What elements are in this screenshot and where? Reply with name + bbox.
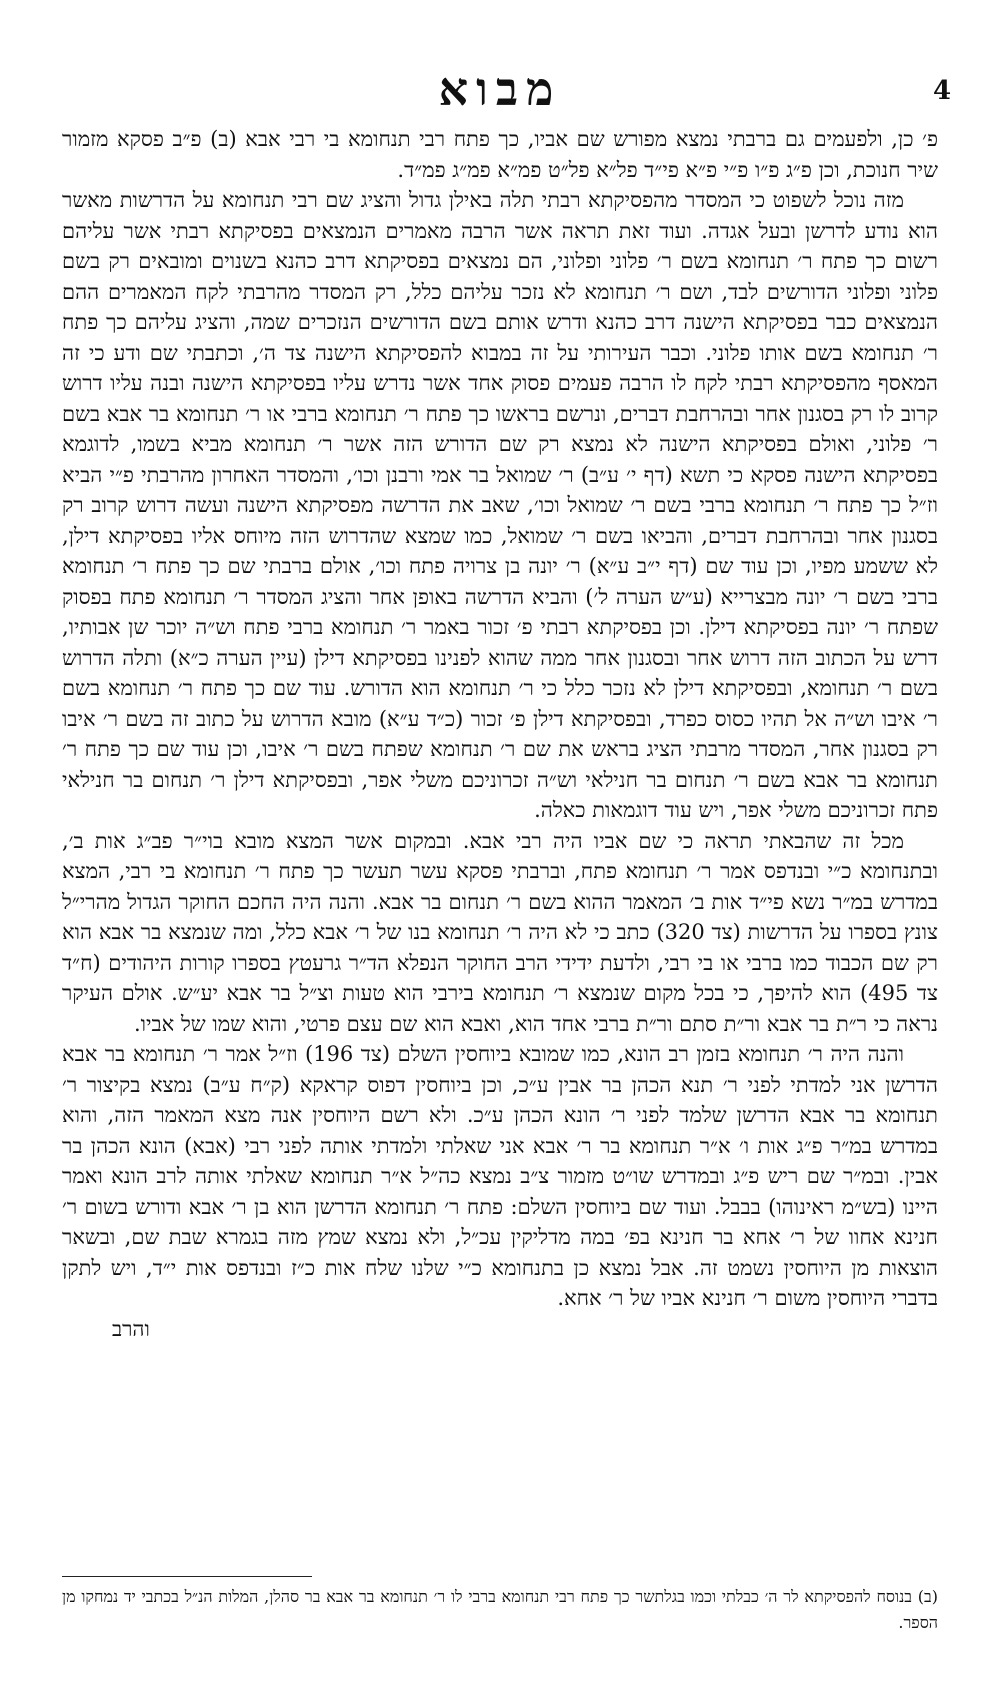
footnote-divider bbox=[62, 1576, 312, 1577]
paragraph-3: מכל זה שהבאתי תראה כי שם אביו היה רבי אבא. ובמקום אשר המצא מובא בוי״ר פב״ג אות ב׳, ובתנחומא כ״י ובנדפס אמר ר׳ תנחומא פתח, וברבתי פסקא עשר תעשר כך פתח ר׳ תנחומא בי רבי, המצא במדרש במ״ר נשא פי״ד אות ב׳ המאמר ההוא בשם ר׳ תנחום בר אבא. והנה היה החכם החוקר הגדול מהרי״ל צונץ בספרו על הדרשות (צד 320) כתב כי לא היה ר׳ תנחומא בנו של ר׳ אבא כלל, ומה שנמצא בר אבא הוא רק שם הכבוד כמו ברבי או בי רבי, ולדעת ידידי הרב החוקר הנפלא הד״ר גרעטץ בספרו קורות היהודים (ח״ד צד 495) הוא להיפך, כי בכל מקום שנמצא ר׳ תנחומא בירבי הוא טעות וצ״ל בר אבא יע״ש. אולם העיקר נראה כי ר״ת בר אבא ור״ת סתם ור״ת ברבי אחד הוא, ואבא הוא שם עצם פרטי, והוא שמו של אביו. bbox=[62, 828, 938, 1036]
catchword-row bbox=[62, 1314, 938, 1345]
body-text bbox=[62, 124, 938, 1344]
paragraph-4: והנה היה ר׳ תנחומא בזמן רב הונא, כמו שמובא ביוחסין השלם (צד 196) וז״ל אמר ר׳ תנחומא בר אבא הדרשן אני למדתי לפני ר׳ תנא הכהן בר אבין ע״כ, וכן ביוחסין דפוס קראקא (ק״ח ע״ב) נמצא בקיצור ר׳ תנחומא בר אבא הדרשן שלמד לפני ר׳ הונא הכהן ע״כ. ולא רשם היוחסין אנה מצא המאמר הזה, והוא במדרש במ״ר פ״ג אות ו׳ א״ר תנחומא בר ר׳ אבא אני שאלתי ולמדתי אותה לפני רבי (אבא) הונא הכהן בר אבין. ובמ״ר שם ריש פ״ג ובמדרש שו״ט מזמור צ״ב נמצא כה״ל א״ר תנחומא שאלתי אותה לרב הונא ואמר היינו (בש״מ ראינוהו) בבבל. ועוד שם ביוחסין השלם: פתח ר׳ תנחומא הדרשן הוא בן ר׳ אבא ודורש בשום ר׳ חנינא אחוו של ר׳ אחא בר חנינא בפ׳ במה מדליקין עכ״ל, ולא נמצא שמץ מזה בגמרא שבת שם, ובשאר הוצאות מן היוחסין נשמט זה. אבל נמצא כן בתנחומא כ״י שלנו שלח אות כ״ז ובנדפס אות י״ד, ויש לתקן בדברי היוחסין משום ר׳ חנינא אביו של ר׳ אחא. bbox=[62, 1042, 938, 1310]
running-head bbox=[0, 62, 1000, 122]
page-number: 4 bbox=[933, 76, 952, 106]
paragraph-2: מזה נוכל לשפוט כי המסדר מהפסיקתא רבתי תלה באילן גדול והציג שם רבי תנחומא על הדרשות מאשר הוא נודע לדרשן ובעל אגדה. ועוד זאת תראה אשר הרבה מאמרים הנמצאים בפסיקתא רבתי אשר עליהם רשום כך פתח ר׳ תנחומא בשם ר׳ פלוני ופלוני, הם נמצאים בפסיקתא דרב כהנא בשנוים ומובאים רק בשם פלוני ופלוני הדורשים לבד, ושם ר׳ תנחומא לא נזכר עליהם כלל, רק המסדר מהרבתי לקח המאמרים ההם הנמצאים כבר בפסיקתא הישנה דרב כהנא ודרש אותם בשם הדורשים הנזכרים שמה, והציג עליהם כך פתח ר׳ תנחומא בשם אותו פלוני. וכבר העירותי על זה במבוא להפסיקתא הישנה צד ה׳, וכתבתי שם ודע כי זה המאסף מהפסיקתא רבתי לקח לו הרבה פעמים פסוק אחד אשר נדרש עליו בפסיקתא הישנה ובנה עליו דרוש קרוב לו רק בסגנון אחר ובהרחבת דברים, ונרשם בראשו כך פתח ר׳ תנחומא ברבי או ר׳ תנחומא בר אבא בשם ר׳ פלוני, ואולם בפסיקתא הישנה לא נמצא רק שם הדורש הזה אשר ר׳ תנחומא מביא בשמו, לדוגמא בפסיקתא הישנה פסקא כי תשא (דף י׳ ע״ב) ר׳ שמואל בר אמי ורבנן וכו׳, והמסדר האחרון מהרבתי פ״י הביא וז״ל כך פתח ר׳ תנחומא ברבי בשם ר׳ שמואל וכו׳, שאב את הדרשה מפסיקתא הישנה ועשה דרוש קרוב רק בסגנון אחר ובהרחבת דברים, והביאו בשם ר׳ שמואל, כמו שמצא שהדרוש הזה מיוחס אליו בפסיקתא דילן, לא ששמע מפיו, וכן עוד שם (דף י״ב ע״א) ר׳ יונה בן צרויה פתח וכו׳, אולם ברבתי שם כך פתח ר׳ תנחומא ברבי בשם ר׳ יונה מבצרייא (ע״ש הערה ל׳) והביא הדרשה באופן אחר והציג המסדר ר׳ תנחומא פתח בפסוק שפתח ר׳ יונה בפסיקתא דילן. וכן בפסיקתא רבתי פ׳ זכור באמר ר׳ תנחומא ברבי פתח וש״ה יוכר שן אבותיו, דרש על הכתוב הזה דרוש אחר ובסגנון אחר ממה שהוא לפנינו בפסיקתא דילן (עיין הערה כ״א) ותלה הדרוש בשם ר׳ תנחומא, ובפסיקתא דילן לא נזכר כלל כי ר׳ תנחומא הוא הדורש. עוד שם כך פתח ר׳ תנחומא בשם ר׳ איבו וש״ה אל תהיו כסוס כפרד, ובפסיקתא דילן פ׳ זכור (כ״ד ע״א) מובא הדרוש על כתוב זה בשם ר׳ איבו רק בסגנון אחר, המסדר מרבתי הציג בראש את שם ר׳ תנחומא שפתח בשם ר׳ איבו, וכן עוד שם כך פתח ר׳ תנחומא בר אבא בשם ר׳ תנחום בר חנילאי וש״ה זכרוניכם משלי אפר, ובפסיקתא דילן ר׳ תנחום בר חנילאי פתח זכרוניכם משלי אפר, ויש עוד דוגמאות כאלה. bbox=[62, 188, 939, 822]
page-title: מבוא bbox=[438, 62, 562, 116]
paragraph-1: פ׳ כן, ולפעמים גם ברבתי נמצא מפורש שם אביו, כך פתח רבי תנחומא בי רבי אבא (ב) פ״ב פסקא מזמור שיר חנוכת, וכן פ״ג פ״ו פ״י פ״א פי״ד פל״א פל״ט פמ״א פמ״ג פמ״ד. bbox=[62, 127, 938, 182]
catchword: והרב bbox=[112, 1316, 150, 1341]
footnote: (ב) בנוסח להפסיקתא לר ה׳ כבלתי וכמו בגלתשר כך פתח רבי תנחומא ברבי לו ר׳ תנחומא בר אבא בר סהלן, המלות הנ״ל בכתבי יד נמחקו מן הספר. bbox=[62, 1587, 938, 1632]
